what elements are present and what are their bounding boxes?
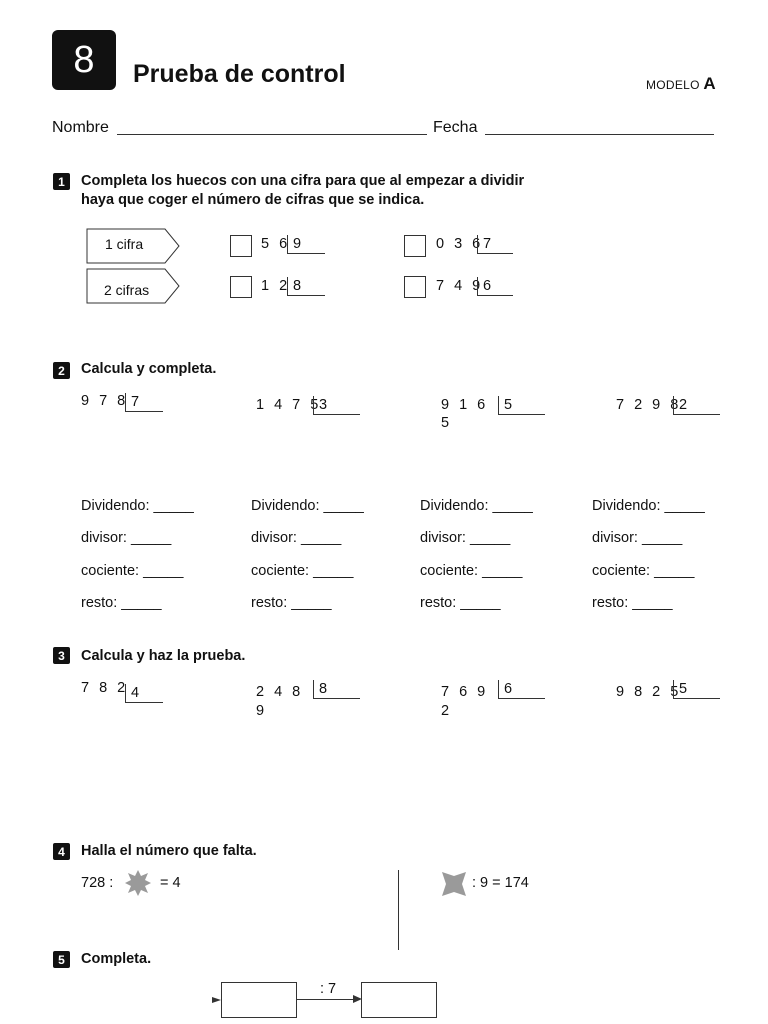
dividend: 7 6 9 bbox=[441, 684, 489, 700]
dividendo-field[interactable]: Dividendo: _____ bbox=[420, 498, 533, 514]
tag-1-cifra: 1 cifra bbox=[105, 236, 144, 252]
dividend-extra: 2 bbox=[441, 703, 453, 719]
answer-box[interactable] bbox=[404, 235, 426, 257]
equation-right-suffix: : 9 = 174 bbox=[472, 875, 529, 891]
divider-line bbox=[398, 870, 399, 950]
divisor-field[interactable]: divisor: _____ bbox=[420, 530, 511, 546]
dividend: 9 7 8 bbox=[81, 393, 129, 409]
cociente-field[interactable]: cociente: _____ bbox=[592, 563, 695, 579]
exercise-1-instruction bbox=[81, 172, 524, 210]
exercise-5-instruction: Completa. bbox=[81, 951, 152, 967]
divisor: 7 bbox=[125, 393, 163, 412]
divisor: 5 bbox=[673, 680, 720, 699]
star-blank-icon[interactable] bbox=[441, 871, 467, 897]
exercise-1-line-2: haya que coger el número de cifras que se indica. bbox=[81, 192, 425, 208]
divisor: 7 bbox=[477, 235, 513, 254]
date-line[interactable] bbox=[485, 134, 714, 135]
tag-2-cifras: 2 cifras bbox=[104, 282, 150, 298]
divisor: 8 bbox=[313, 680, 360, 699]
modelo-text: MODELO bbox=[645, 78, 700, 92]
dividend: 1 4 7 5 bbox=[256, 397, 322, 413]
answer-box[interactable] bbox=[404, 276, 426, 298]
divisor: 6 bbox=[477, 277, 513, 296]
cociente-field[interactable]: cociente: _____ bbox=[81, 563, 184, 579]
exercise-4-number: 4 bbox=[53, 843, 70, 860]
resto-field[interactable]: resto: _____ bbox=[251, 595, 332, 611]
modelo-letter: A bbox=[703, 74, 716, 93]
exercise-3-instruction: Calcula y haz la prueba. bbox=[81, 648, 246, 664]
dividend-digits: 5 6 bbox=[261, 236, 291, 252]
answer-box[interactable] bbox=[230, 276, 252, 298]
resto-field[interactable]: resto: _____ bbox=[420, 595, 501, 611]
flow-box-output[interactable] bbox=[361, 982, 437, 1018]
divisor-field[interactable]: divisor: _____ bbox=[251, 530, 342, 546]
dividend: 7 2 9 8 bbox=[616, 397, 682, 413]
divisor: 4 bbox=[125, 684, 163, 703]
dividendo-field[interactable]: Dividendo: _____ bbox=[251, 498, 364, 514]
equation-left-suffix: = 4 bbox=[160, 875, 181, 891]
flow-box-input[interactable] bbox=[221, 982, 297, 1018]
resto-field[interactable]: resto: _____ bbox=[592, 595, 673, 611]
name-label: Nombre bbox=[52, 119, 109, 136]
divisor: 6 bbox=[498, 680, 545, 699]
divisor: 5 bbox=[498, 396, 545, 415]
dividendo-field[interactable]: Dividendo: _____ bbox=[592, 498, 705, 514]
resto-field[interactable]: resto: _____ bbox=[81, 595, 162, 611]
divisor: 8 bbox=[287, 277, 325, 296]
divisor-field[interactable]: divisor: _____ bbox=[81, 530, 172, 546]
exercise-1-line-1: Completa los huecos con una cifra para que al empezar a dividir bbox=[81, 173, 525, 189]
dividend-digits: 1 2 bbox=[261, 278, 291, 294]
dividend: 7 8 2 bbox=[81, 680, 129, 696]
divisor-field[interactable]: divisor: _____ bbox=[592, 530, 683, 546]
modelo-label bbox=[646, 74, 716, 94]
dividend: 9 1 6 bbox=[441, 397, 489, 413]
exercise-4-instruction: Halla el número que falta. bbox=[81, 843, 257, 859]
name-line[interactable] bbox=[117, 134, 427, 135]
exercise-5-number: 5 bbox=[53, 951, 70, 968]
cociente-field[interactable]: cociente: _____ bbox=[251, 563, 354, 579]
exercise-1-number: 1 bbox=[53, 173, 70, 190]
exercise-3-number: 3 bbox=[53, 647, 70, 664]
answer-box[interactable] bbox=[230, 235, 252, 257]
exercise-2-instruction: Calcula y completa. bbox=[81, 361, 217, 377]
flow-operation-label: : 7 bbox=[320, 981, 337, 997]
divisor: 3 bbox=[313, 396, 360, 415]
divisor: 2 bbox=[673, 396, 720, 415]
date-label: Fecha bbox=[433, 119, 478, 136]
dividend: 2 4 8 bbox=[256, 684, 304, 700]
dividend: 9 8 2 5 bbox=[616, 684, 682, 700]
unit-number-badge: 8 bbox=[52, 30, 116, 90]
equation-left-prefix: 728 : bbox=[81, 875, 114, 891]
dividendo-field[interactable]: Dividendo: _____ bbox=[81, 498, 194, 514]
cociente-field[interactable]: cociente: _____ bbox=[420, 563, 523, 579]
flow-arrow-line bbox=[296, 999, 358, 1000]
dividend-digits: 7 4 9 bbox=[436, 278, 484, 294]
exercise-2-number: 2 bbox=[53, 362, 70, 379]
dividend-extra: 5 bbox=[441, 415, 453, 431]
dividend-digits: 0 3 6 bbox=[436, 236, 484, 252]
page-title: Prueba de control bbox=[133, 60, 346, 88]
star-blank-icon[interactable] bbox=[125, 870, 151, 896]
dividend-extra: 9 bbox=[256, 703, 268, 719]
divisor: 9 bbox=[287, 235, 325, 254]
